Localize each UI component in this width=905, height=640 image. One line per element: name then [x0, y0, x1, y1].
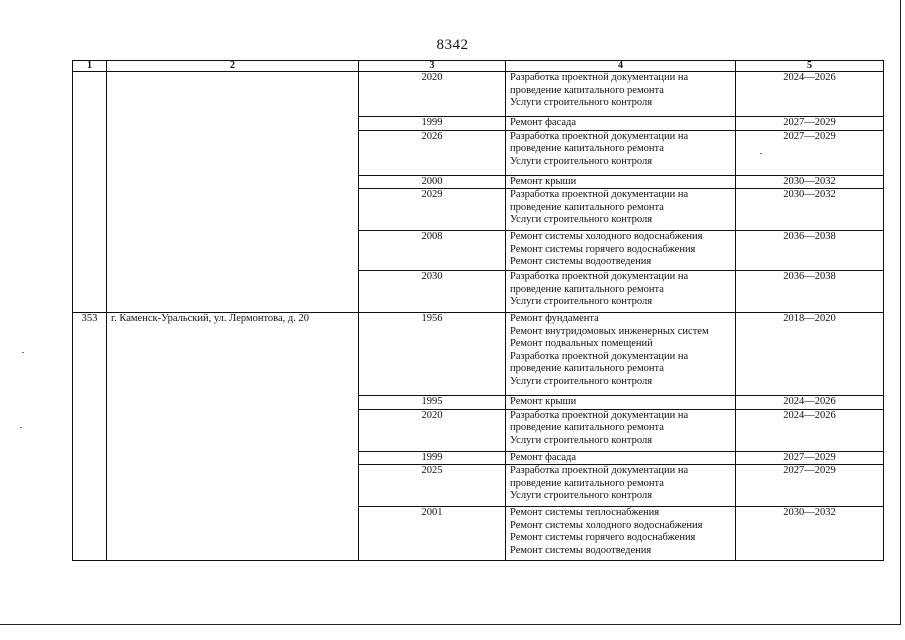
cell-year: 1956 [359, 313, 506, 396]
scan-speck [20, 427, 22, 428]
work-item: проведение капитального ремонта [510, 363, 664, 374]
cell-year: 2020 [359, 72, 506, 117]
cell-period: 2027—2029 [736, 117, 884, 131]
cell-works [506, 313, 736, 396]
cell-works [506, 189, 736, 231]
work-item: Услуги строительного контроля [510, 434, 653, 446]
work-item: Услуги строительного контроля [510, 214, 653, 225]
work-item: Ремонт системы горячего водоснабжения [510, 532, 696, 543]
work-item: Разработка проектной документации на [510, 271, 689, 282]
cell-works [506, 271, 736, 313]
work-item: Услуги строительного контроля [510, 375, 653, 387]
cell-year: 2025 [359, 465, 506, 507]
cell-address [107, 72, 359, 313]
cell-year: 2029 [359, 189, 506, 231]
cell-year: 2030 [359, 271, 506, 313]
scan-border-right [900, 0, 901, 625]
cell-year: 1999 [359, 117, 506, 131]
cell-period: 2027—2029 [736, 465, 884, 507]
table-row [73, 313, 884, 396]
work-item: Услуги строительного контроля [510, 155, 653, 167]
table-body [73, 72, 884, 561]
cell-year: 2000 [359, 175, 506, 189]
work-item: Ремонт фасада [510, 451, 577, 463]
cell-number [73, 72, 107, 313]
cell-period: 2030—2032 [736, 507, 884, 561]
work-item: Ремонт системы водоотведения [510, 256, 652, 267]
cell-period: 2027—2029 [736, 130, 884, 175]
work-item: Ремонт системы теплоснабжения [510, 507, 660, 518]
cell-works [506, 507, 736, 561]
work-item: Ремонт системы холодного водоснабжения [510, 519, 703, 531]
work-item: Ремонт подвальных помещений [510, 338, 653, 349]
cell-works [506, 409, 736, 451]
header-col-address: 2 [107, 61, 359, 72]
work-item: проведение капитального ремонта [510, 283, 664, 295]
cell-period: 2030—2032 [736, 175, 884, 189]
work-item: проведение капитального ремонта [510, 477, 664, 489]
work-item: Разработка проектной документации на [510, 465, 689, 476]
scan-border-bottom [0, 624, 901, 625]
cell-works [506, 231, 736, 271]
cell-works [506, 117, 736, 131]
work-item: Ремонт крыши [510, 396, 577, 407]
cell-period: 2024—2026 [736, 409, 884, 451]
cell-period: 2030—2032 [736, 189, 884, 231]
page-number: 8342 [436, 37, 469, 53]
cell-year: 2001 [359, 507, 506, 561]
table-row [73, 72, 884, 117]
work-item: Услуги строительного контроля [510, 97, 653, 108]
header-row [73, 61, 884, 72]
work-item: Ремонт системы холодного водоснабжения [510, 231, 703, 242]
cell-period: 2036—2038 [736, 231, 884, 271]
cell-period: 2018—2020 [736, 313, 884, 396]
work-item: проведение капитального ремонта [510, 143, 664, 154]
work-item: Ремонт системы водоотведения [510, 544, 652, 556]
cell-year: 1999 [359, 451, 506, 465]
work-item: проведение капитального ремонта [510, 201, 664, 213]
work-item: Ремонт фундамента [510, 313, 599, 324]
cell-number: 353 [73, 313, 107, 561]
cell-period: 2024—2026 [736, 72, 884, 117]
cell-period: 2024—2026 [736, 396, 884, 410]
work-item: Ремонт внутридомовых инженерных систем [510, 325, 709, 337]
cell-works [506, 72, 736, 117]
cell-works [506, 396, 736, 410]
cell-year: 2008 [359, 231, 506, 271]
cell-year: 1995 [359, 396, 506, 410]
cell-period: 2036—2038 [736, 271, 884, 313]
cell-works [506, 451, 736, 465]
header-col-year: 3 [359, 61, 506, 72]
work-item: Разработка проектной документации на [510, 350, 689, 362]
work-item: Разработка проектной документации на [510, 409, 689, 421]
work-item: Ремонт фасада [510, 117, 577, 128]
header-col-works: 4 [506, 61, 736, 72]
cell-works [506, 130, 736, 175]
cell-year: 2026 [359, 130, 506, 175]
cell-year: 2020 [359, 409, 506, 451]
work-item: проведение капитального ремонта [510, 84, 664, 96]
work-item: Разработка проектной документации на [510, 130, 689, 142]
work-item: Услуги строительного контроля [510, 296, 653, 307]
cell-works [506, 175, 736, 189]
work-item: Разработка проектной документации на [510, 72, 689, 83]
work-item: проведение капитального ремонта [510, 422, 664, 433]
header-col-number: 1 [73, 61, 107, 72]
scan-speck [22, 352, 24, 353]
repair-schedule-table [72, 60, 884, 561]
work-item: Услуги строительного контроля [510, 490, 653, 501]
cell-works [506, 465, 736, 507]
scan-speck [760, 153, 762, 154]
work-item: Ремонт крыши [510, 175, 577, 187]
cell-period: 2027—2029 [736, 451, 884, 465]
cell-address: г. Каменск-Уральский, ул. Лермонтова, д. 20 [107, 313, 359, 561]
work-item: Разработка проектной документации на [510, 189, 689, 200]
header-col-period: 5 [736, 61, 884, 72]
work-item: Ремонт системы горячего водоснабжения [510, 243, 696, 255]
